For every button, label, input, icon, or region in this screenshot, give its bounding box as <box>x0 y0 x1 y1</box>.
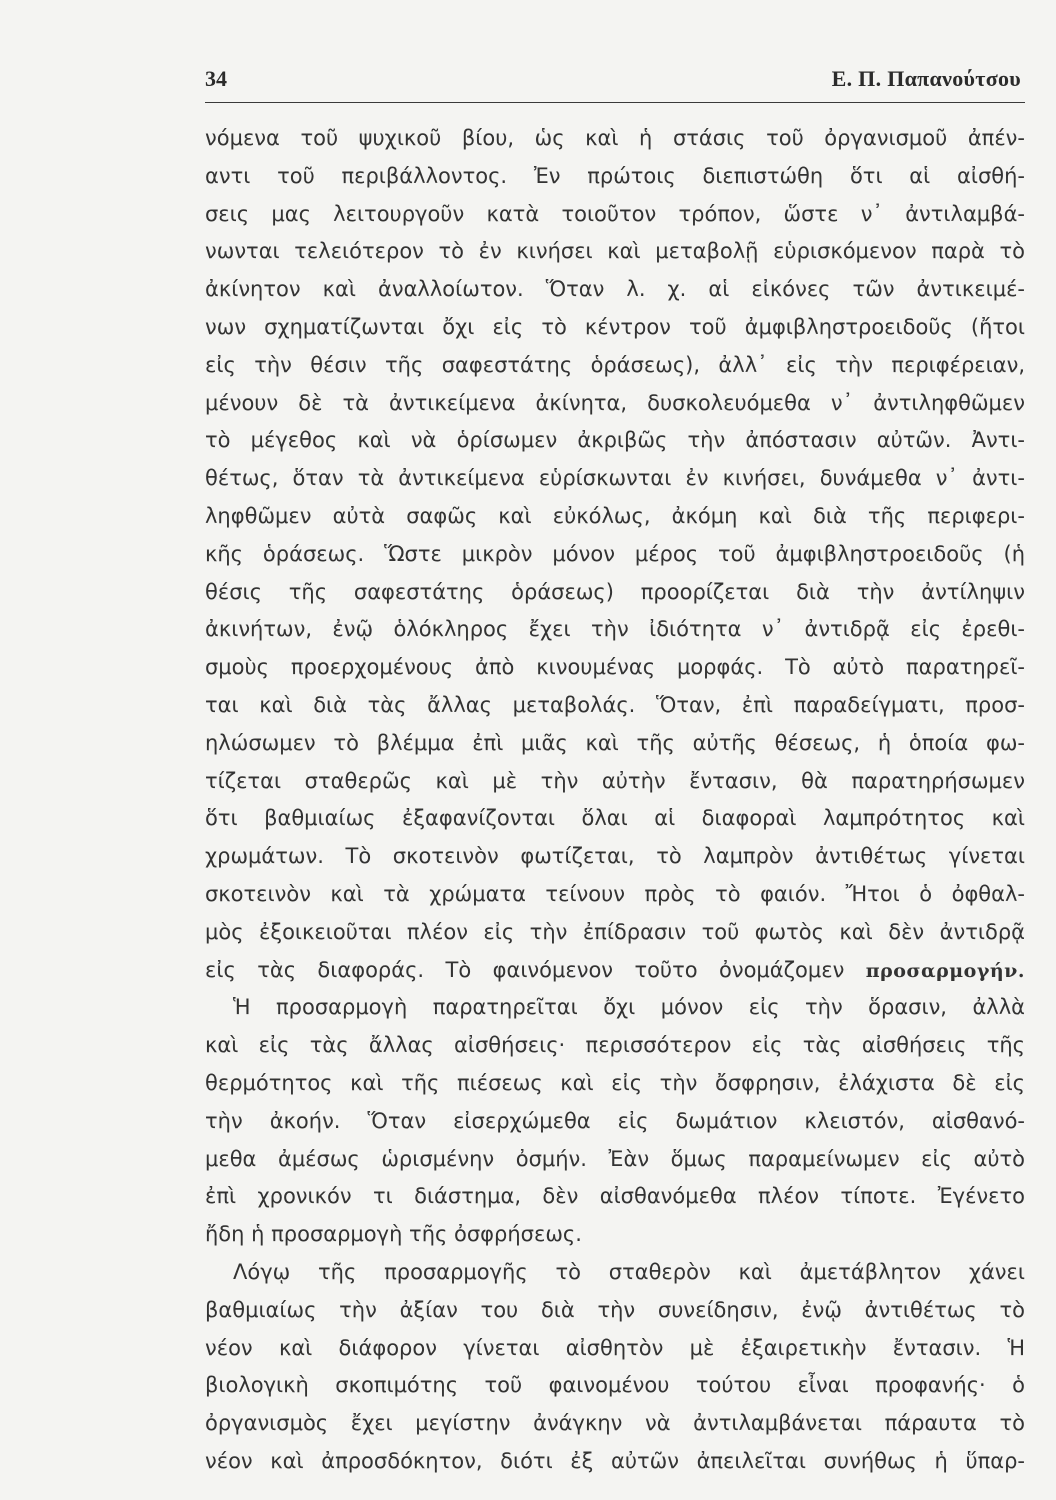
text-line: νωνται τελειότερον τὸ ἐν κινήσει καὶ μεταβολῇ εὑρισκόμενον παρὰ τὸ <box>205 239 1025 264</box>
text-line: ἐπὶ χρονικόν τι διάστημα, δὲν αἰσθανόμεθα πλέον τίποτε. Ἐγένετο <box>205 1184 1025 1209</box>
body-text <box>205 120 1025 1481</box>
text-line: ἀκινήτων, ἐνῷ ὁλόκληρος ἔχει τὴν ἰδιότητα ν᾿ ἀντιδρᾷ εἰς ἐρεθι- <box>205 617 1025 642</box>
text-line: ληφθῶμεν αὐτὰ σαφῶς καὶ εὐκόλως, ἀκόμη καὶ διὰ τῆς περιφερι- <box>205 503 1025 528</box>
text-line: μὸς ἐξοικειοῦται πλέον εἰς τὴν ἐπίδρασιν τοῦ φωτὸς καὶ δὲν ἀντιδρᾷ <box>205 919 1025 944</box>
text-line: νέον καὶ ἀπροσδόκητον, διότι ἐξ αὐτῶν ἀπειλεῖται συνήθως ἡ ὕπαρ- <box>205 1448 1025 1473</box>
emphasis-term: προσαρμογήν. <box>865 959 1025 982</box>
paragraph-last-line: ἤδη ἡ προσαρμογὴ τῆς ὀσφρήσεως. <box>205 1222 582 1247</box>
text-line: ὅτι βαθμιαίως ἐξαφανίζονται ὅλαι αἱ διαφοραὶ λαμπρότητος καὶ <box>205 806 1025 831</box>
text-line: χρωμάτων. Τὸ σκοτεινὸν φωτίζεται, τὸ λαμπρὸν ἀντιθέτως γίνεται <box>205 844 1025 869</box>
text-line-lead: εἰς τὰς διαφοράς. Τὸ φαινόμενον τοῦτο ὀνομάζομεν <box>205 957 845 982</box>
text-line: καὶ εἰς τὰς ἄλλας αἰσθήσεις· περισσότερον εἰς τὰς αἰσθήσεις τῆς <box>205 1033 1025 1058</box>
text-line: βιολογικὴ σκοπιμότης τοῦ φαινομένου τούτου εἶναι προφανής· ὁ <box>205 1373 1025 1398</box>
text-line: ται καὶ διὰ τὰς ἄλλας μεταβολάς. Ὅταν, ἐπὶ παραδείγματι, προσ- <box>205 692 1025 717</box>
text-line: θέτως, ὅταν τὰ ἀντικείμενα εὑρίσκωνται ἐν κινήσει, δυνάμεθα ν᾿ ἀντι- <box>205 466 1025 491</box>
text-line: μεθα ἀμέσως ὡρισμένην ὀσμήν. Ἐὰν ὅμως παραμείνωμεν εἰς αὐτὸ <box>205 1146 1025 1171</box>
text-line: ὀργανισμὸς ἔχει μεγίστην ἀνάγκην νὰ ἀντιλαμβάνεται πάραυτα τὸ <box>205 1411 1025 1436</box>
text-line: σμοὺς προερχομένους ἀπὸ κινουμένας μορφάς. Τὸ αὐτὸ παρατηρεῖ- <box>205 655 1025 680</box>
page-number: 34 <box>205 66 227 91</box>
text-line: βαθμιαίως τὴν ἀξίαν του διὰ τὴν συνείδησιν, ἐνῷ ἀντιθέτως τὸ <box>205 1297 1025 1322</box>
text-line: σεις μας λειτουργοῦν κατὰ τοιοῦτον τρόπον, ὥστε ν᾿ ἀντιλαμβά- <box>205 201 1025 226</box>
running-head: Ε. Π. Παπανούτσου <box>831 66 1021 91</box>
text-line: αντι τοῦ περιβάλλοντος. Ἐν πρώτοις διεπιστώθη ὅτι αἱ αἰσθή- <box>205 163 1025 188</box>
text-line: νέον καὶ διάφορον γίνεται αἰσθητὸν μὲ ἐξαιρετικὴν ἔντασιν. Ἡ <box>205 1335 1025 1360</box>
text-line: ηλώσωμεν τὸ βλέμμα ἐπὶ μιᾶς καὶ τῆς αὐτῆς θέσεως, ἡ ὁποία φω- <box>205 730 1025 755</box>
text-line: νων σχηματίζωνται ὄχι εἰς τὸ κέντρον τοῦ ἀμφιβληστροειδοῦς (ἤτοι <box>205 314 1025 339</box>
text-line-with-emphasis <box>205 952 1025 990</box>
text-line: μένουν δὲ τὰ ἀντικείμενα ἀκίνητα, δυσκολευόμεθα ν᾿ ἀντιληφθῶμεν <box>205 390 1025 415</box>
page-header <box>205 62 1025 103</box>
text-line: ἀκίνητον καὶ ἀναλλοίωτον. Ὅταν λ. χ. αἱ εἰκόνες τῶν ἀντικειμέ- <box>205 277 1025 302</box>
text-line: τὸ μέγεθος καὶ νὰ ὁρίσωμεν ἀκριβῶς τὴν ἀπόστασιν αὐτῶν. Ἀντι- <box>205 428 1025 453</box>
paragraph-first-line: Λόγῳ τῆς προσαρμογῆς τὸ σταθερὸν καὶ ἀμετάβλητον χάνει <box>233 1259 1025 1284</box>
text-line: τὴν ἀκοήν. Ὅταν εἰσερχώμεθα εἰς δωμάτιον κλειστόν, αἰσθανό- <box>205 1108 1025 1133</box>
paragraph-first-line: Ἡ προσαρμογὴ παρατηρεῖται ὄχι μόνον εἰς τὴν ὅρασιν, ἀλλὰ <box>233 995 1025 1020</box>
text-line: τίζεται σταθερῶς καὶ μὲ τὴν αὐτὴν ἔντασιν, θὰ παρατηρήσωμεν <box>205 768 1025 793</box>
text-line: νόμενα τοῦ ψυχικοῦ βίου, ὡς καὶ ἡ στάσις τοῦ ὀργανισμοῦ ἀπέν- <box>205 126 1025 150</box>
text-line: θέσις τῆς σαφεστάτης ὁράσεως) προορίζεται διὰ τὴν ἀντίληψιν <box>205 579 1025 604</box>
text-line: κῆς ὁράσεως. Ὥστε μικρὸν μόνον μέρος τοῦ ἀμφιβληστροειδοῦς (ἡ <box>205 541 1025 566</box>
text-line: σκοτεινὸν καὶ τὰ χρώματα τείνουν πρὸς τὸ φαιόν. Ἤτοι ὁ ὀφθαλ- <box>205 881 1025 906</box>
text-line: θερμότητος καὶ τῆς πιέσεως καὶ εἰς τὴν ὄσφρησιν, ἐλάχιστα δὲ εἰς <box>205 1070 1025 1095</box>
text-line: εἰς τὴν θέσιν τῆς σαφεστάτης ὁράσεως), ἀλλ᾿ εἰς τὴν περιφέρειαν, <box>205 352 1025 377</box>
